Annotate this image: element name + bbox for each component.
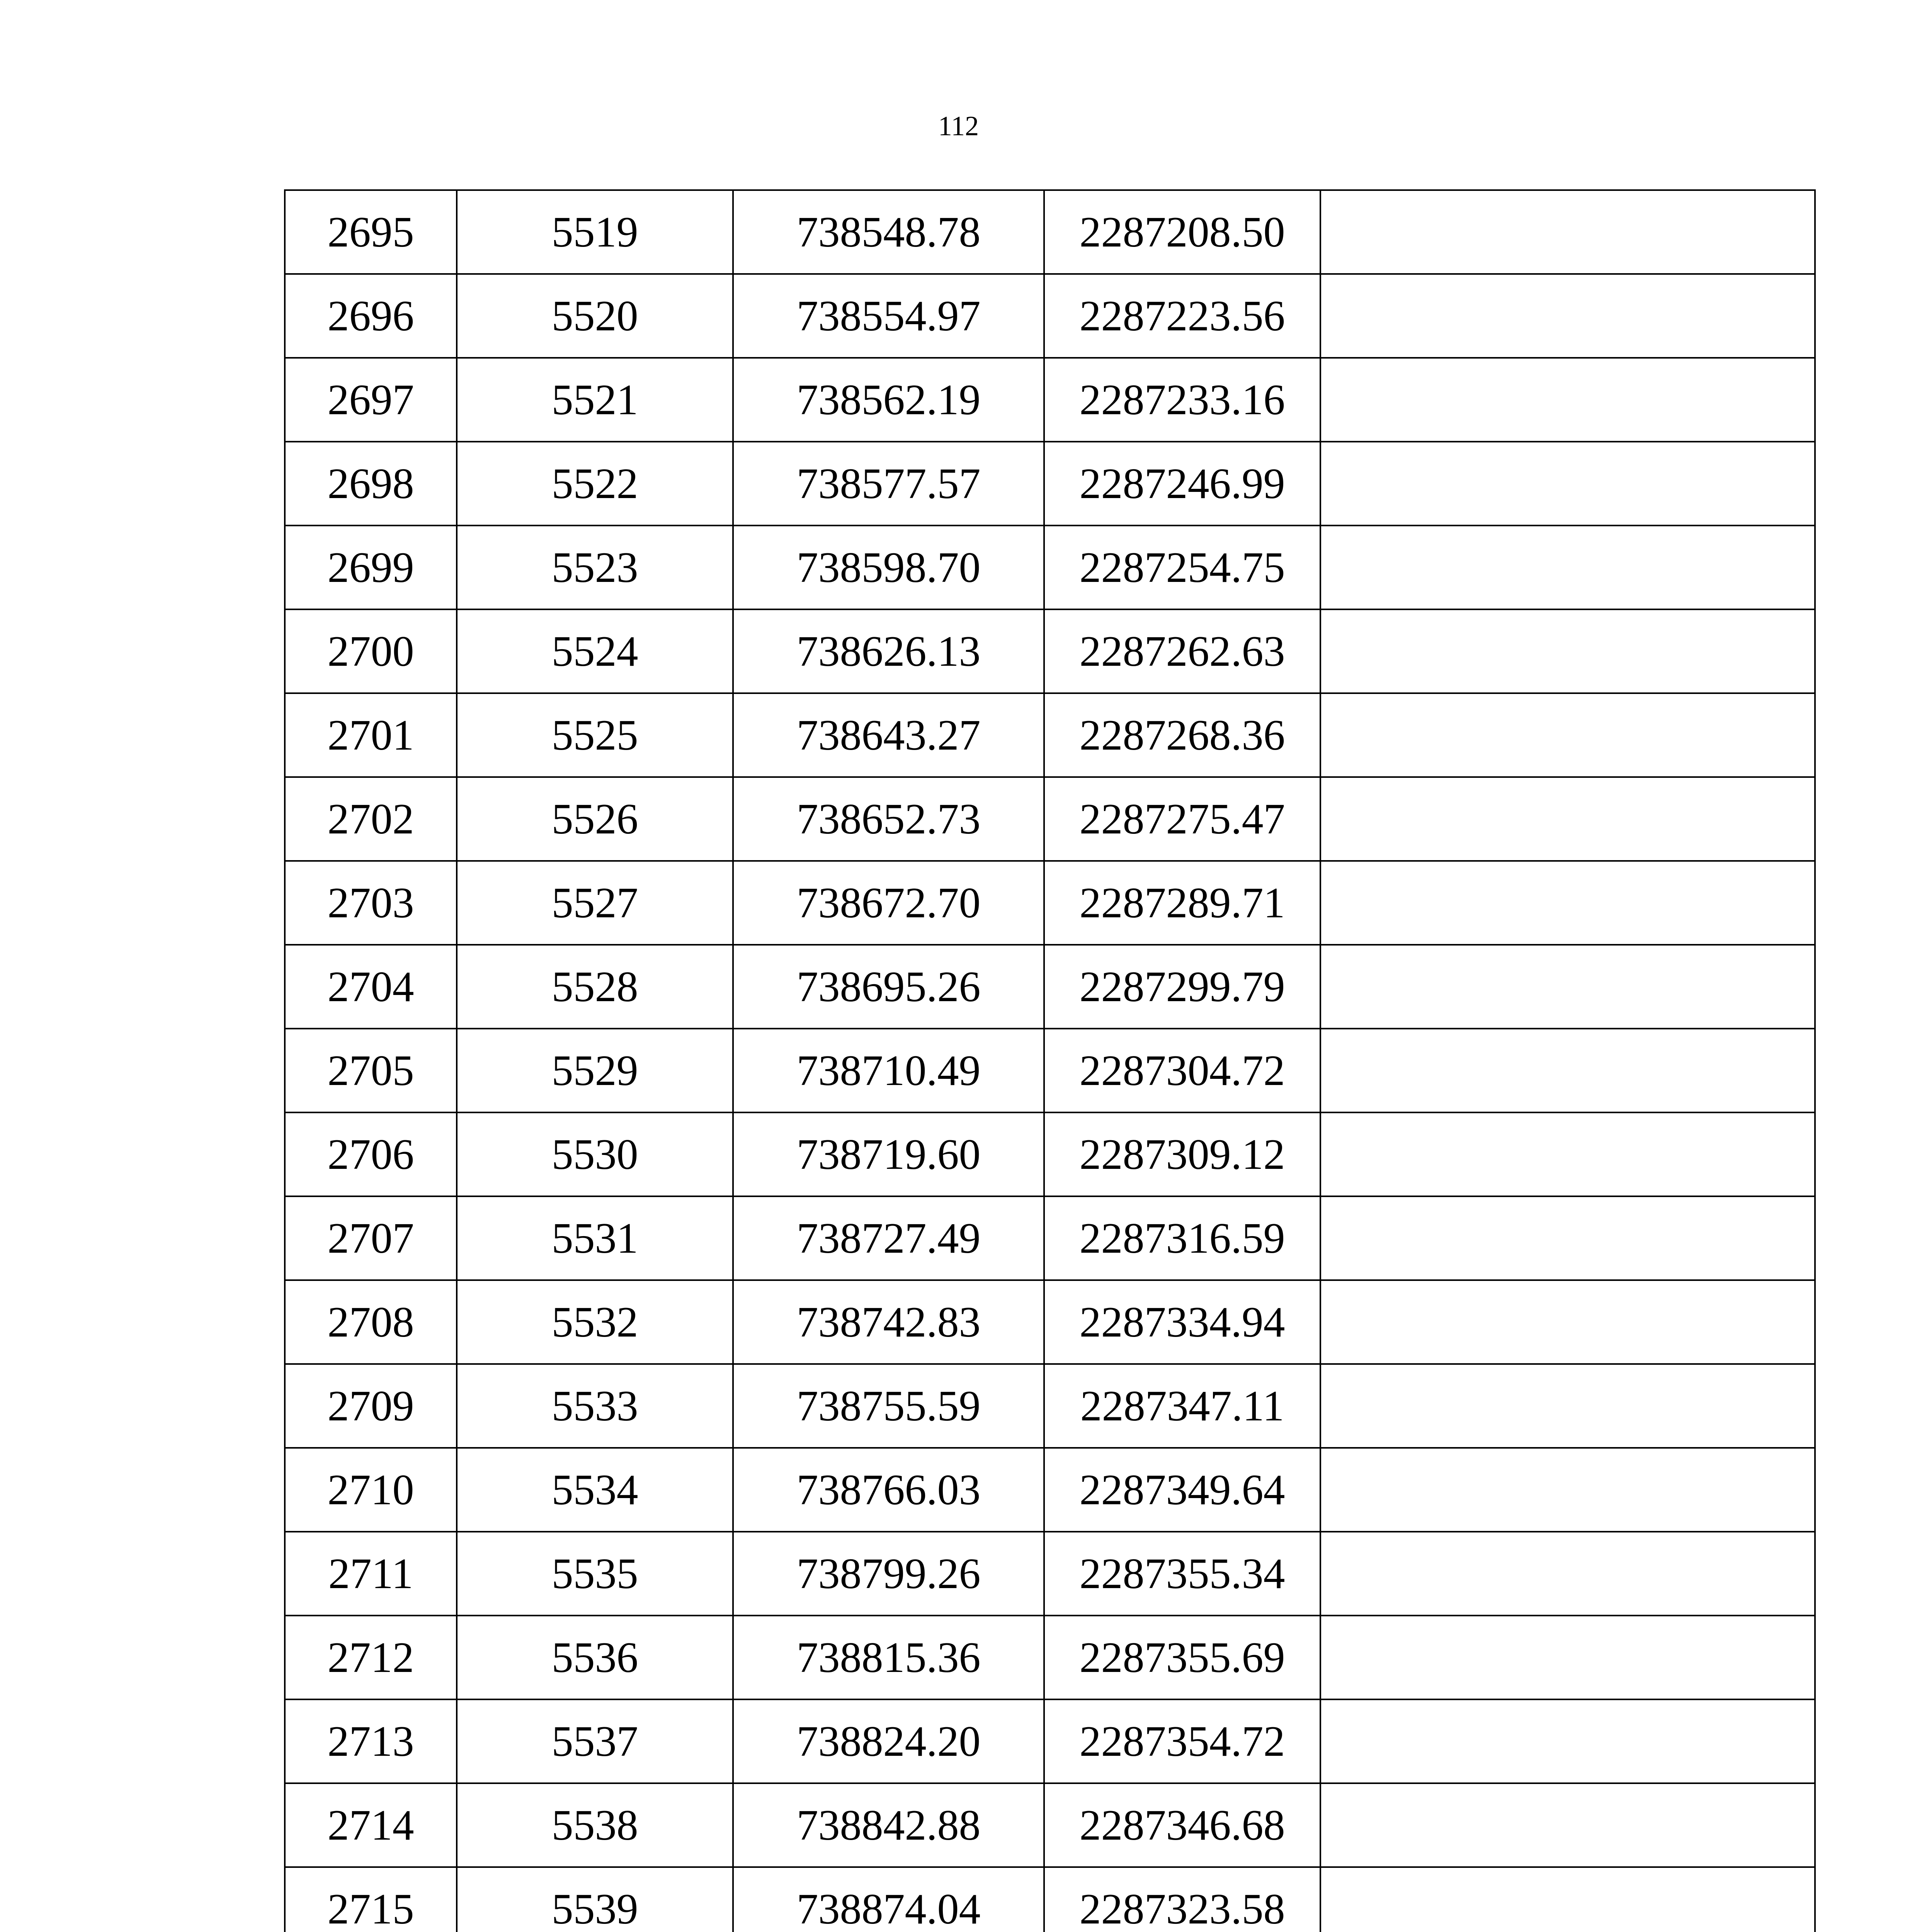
y-coordinate-cell: 2287355.69	[1044, 1616, 1320, 1699]
point-number-cell: 5534	[457, 1448, 733, 1532]
table-row	[285, 1196, 1815, 1280]
point-number-cell: 5527	[457, 861, 733, 945]
note-cell	[1320, 358, 1815, 442]
table-row	[285, 1364, 1815, 1448]
point-number-cell: 5524	[457, 609, 733, 693]
x-coordinate-cell: 738598.70	[733, 526, 1044, 609]
y-coordinate-cell: 2287254.75	[1044, 526, 1320, 609]
row-index-cell: 2697	[285, 358, 457, 442]
note-cell	[1320, 274, 1815, 358]
x-coordinate-cell: 738643.27	[733, 693, 1044, 777]
note-cell	[1320, 693, 1815, 777]
point-number-cell: 5529	[457, 1029, 733, 1112]
point-number-cell: 5535	[457, 1532, 733, 1616]
row-index-cell: 2705	[285, 1029, 457, 1112]
table-row	[285, 1699, 1815, 1783]
y-coordinate-cell: 2287355.34	[1044, 1532, 1320, 1616]
table-row	[285, 777, 1815, 861]
x-coordinate-cell: 738695.26	[733, 945, 1044, 1029]
y-coordinate-cell: 2287323.58	[1044, 1867, 1320, 1932]
y-coordinate-cell: 2287289.71	[1044, 861, 1320, 945]
table-row	[285, 1616, 1815, 1699]
note-cell	[1320, 945, 1815, 1029]
x-coordinate-cell: 738842.88	[733, 1783, 1044, 1867]
y-coordinate-cell: 2287223.56	[1044, 274, 1320, 358]
row-index-cell: 2699	[285, 526, 457, 609]
row-index-cell: 2710	[285, 1448, 457, 1532]
page-number: 112	[938, 111, 979, 141]
row-index-cell: 2707	[285, 1196, 457, 1280]
y-coordinate-cell: 2287299.79	[1044, 945, 1320, 1029]
row-index-cell: 2709	[285, 1364, 457, 1448]
x-coordinate-cell: 738626.13	[733, 609, 1044, 693]
table-row	[285, 442, 1815, 526]
x-coordinate-cell: 738799.26	[733, 1532, 1044, 1616]
y-coordinate-cell: 2287246.99	[1044, 442, 1320, 526]
note-cell	[1320, 861, 1815, 945]
y-coordinate-cell: 2287316.59	[1044, 1196, 1320, 1280]
table-row	[285, 609, 1815, 693]
note-cell	[1320, 1029, 1815, 1112]
point-number-cell: 5537	[457, 1699, 733, 1783]
y-coordinate-cell: 2287262.63	[1044, 609, 1320, 693]
point-number-cell: 5523	[457, 526, 733, 609]
note-cell	[1320, 1196, 1815, 1280]
row-index-cell: 2708	[285, 1280, 457, 1364]
y-coordinate-cell: 2287346.68	[1044, 1783, 1320, 1867]
y-coordinate-cell: 2287334.94	[1044, 1280, 1320, 1364]
note-cell	[1320, 1280, 1815, 1364]
point-number-cell: 5528	[457, 945, 733, 1029]
row-index-cell: 2702	[285, 777, 457, 861]
point-number-cell: 5525	[457, 693, 733, 777]
point-number-cell: 5526	[457, 777, 733, 861]
x-coordinate-cell: 738672.70	[733, 861, 1044, 945]
note-cell	[1320, 1112, 1815, 1196]
row-index-cell: 2715	[285, 1867, 457, 1932]
table-row	[285, 1532, 1815, 1616]
point-number-cell: 5538	[457, 1783, 733, 1867]
row-index-cell: 2703	[285, 861, 457, 945]
x-coordinate-cell: 738710.49	[733, 1029, 1044, 1112]
point-number-cell: 5530	[457, 1112, 733, 1196]
coordinate-table	[284, 189, 1816, 1932]
table-row	[285, 1867, 1815, 1932]
y-coordinate-cell: 2287275.47	[1044, 777, 1320, 861]
row-index-cell: 2695	[285, 190, 457, 274]
y-coordinate-cell: 2287208.50	[1044, 190, 1320, 274]
note-cell	[1320, 1699, 1815, 1783]
note-cell	[1320, 190, 1815, 274]
x-coordinate-cell: 738562.19	[733, 358, 1044, 442]
point-number-cell: 5532	[457, 1280, 733, 1364]
table-row	[285, 945, 1815, 1029]
note-cell	[1320, 609, 1815, 693]
y-coordinate-cell: 2287309.12	[1044, 1112, 1320, 1196]
point-number-cell: 5531	[457, 1196, 733, 1280]
row-index-cell: 2701	[285, 693, 457, 777]
table-row	[285, 358, 1815, 442]
y-coordinate-cell: 2287347.11	[1044, 1364, 1320, 1448]
x-coordinate-cell: 738874.04	[733, 1867, 1044, 1932]
row-index-cell: 2713	[285, 1699, 457, 1783]
row-index-cell: 2706	[285, 1112, 457, 1196]
table-row	[285, 1280, 1815, 1364]
note-cell	[1320, 1532, 1815, 1616]
x-coordinate-cell: 738742.83	[733, 1280, 1044, 1364]
x-coordinate-cell: 738652.73	[733, 777, 1044, 861]
point-number-cell: 5519	[457, 190, 733, 274]
row-index-cell: 2698	[285, 442, 457, 526]
y-coordinate-cell: 2287304.72	[1044, 1029, 1320, 1112]
table-row	[285, 861, 1815, 945]
point-number-cell: 5520	[457, 274, 733, 358]
row-index-cell: 2714	[285, 1783, 457, 1867]
coordinate-table-body	[285, 190, 1815, 1932]
row-index-cell: 2700	[285, 609, 457, 693]
row-index-cell: 2712	[285, 1616, 457, 1699]
x-coordinate-cell: 738554.97	[733, 274, 1044, 358]
note-cell	[1320, 1616, 1815, 1699]
x-coordinate-cell: 738824.20	[733, 1699, 1044, 1783]
point-number-cell: 5539	[457, 1867, 733, 1932]
note-cell	[1320, 1867, 1815, 1932]
table-row	[285, 693, 1815, 777]
row-index-cell: 2711	[285, 1532, 457, 1616]
point-number-cell: 5536	[457, 1616, 733, 1699]
x-coordinate-cell: 738577.57	[733, 442, 1044, 526]
table-row	[285, 1448, 1815, 1532]
x-coordinate-cell: 738815.36	[733, 1616, 1044, 1699]
note-cell	[1320, 526, 1815, 609]
y-coordinate-cell: 2287349.64	[1044, 1448, 1320, 1532]
x-coordinate-cell: 738755.59	[733, 1364, 1044, 1448]
note-cell	[1320, 1364, 1815, 1448]
note-cell	[1320, 1448, 1815, 1532]
table-row	[285, 190, 1815, 274]
note-cell	[1320, 1783, 1815, 1867]
point-number-cell: 5521	[457, 358, 733, 442]
row-index-cell: 2696	[285, 274, 457, 358]
y-coordinate-cell: 2287233.16	[1044, 358, 1320, 442]
table-row	[285, 526, 1815, 609]
table-row	[285, 274, 1815, 358]
table-row	[285, 1112, 1815, 1196]
note-cell	[1320, 442, 1815, 526]
note-cell	[1320, 777, 1815, 861]
table-row	[285, 1783, 1815, 1867]
x-coordinate-cell: 738766.03	[733, 1448, 1044, 1532]
y-coordinate-cell: 2287354.72	[1044, 1699, 1320, 1783]
point-number-cell: 5522	[457, 442, 733, 526]
x-coordinate-cell: 738548.78	[733, 190, 1044, 274]
point-number-cell: 5533	[457, 1364, 733, 1448]
x-coordinate-cell: 738719.60	[733, 1112, 1044, 1196]
y-coordinate-cell: 2287268.36	[1044, 693, 1320, 777]
x-coordinate-cell: 738727.49	[733, 1196, 1044, 1280]
table-row	[285, 1029, 1815, 1112]
row-index-cell: 2704	[285, 945, 457, 1029]
